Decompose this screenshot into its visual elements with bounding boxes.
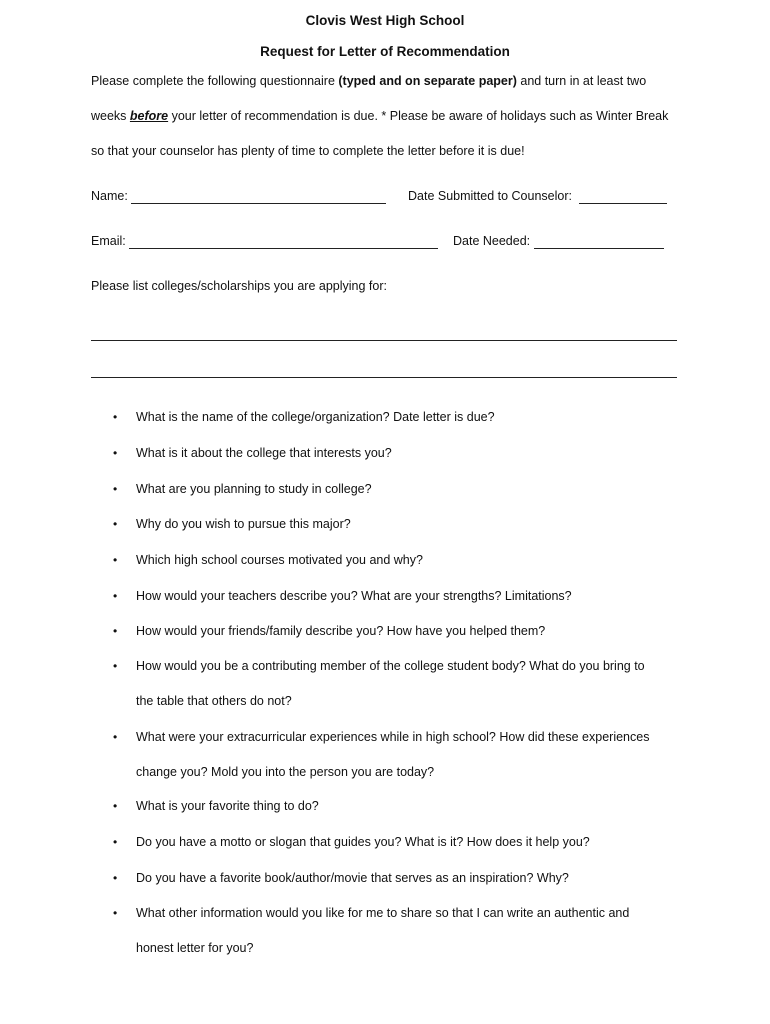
date-needed-field[interactable] [534,248,664,249]
question-text: What are you planning to study in college? [136,482,372,496]
intro-line-3: so that your counselor has plenty of time to complete the letter before it is due! [91,144,525,158]
name-label: Name: [91,189,128,203]
question-text: Why do you wish to pursue this major? [136,517,351,531]
school-name: Clovis West High School [305,13,465,28]
question-text: What other information would you like for me to share so that I can write an authentic and [136,906,630,920]
bullet-icon: • [113,799,118,813]
question-text: How would you be a contributing member of the college student body? What do you bring to [136,659,645,673]
question-text: How would your friends/family describe you? How have you helped them? [136,624,546,638]
bullet-icon: • [113,871,118,885]
date-submitted-field[interactable] [579,203,667,204]
question-text: What is the name of the college/organization? Date letter is due? [136,410,495,424]
intro-bold-phrase: (typed and on separate paper) [338,74,517,88]
bullet-icon: • [113,835,118,849]
question-text: What is it about the college that interests you? [136,446,392,460]
intro-line-2 [91,109,668,123]
bullet-icon: • [113,659,118,673]
question-text-continued: the table that others do not? [136,694,292,708]
colleges-answer-line-2[interactable] [91,377,677,378]
date-submitted-label: Date Submitted to Counselor: [408,189,572,203]
bullet-icon: • [113,553,118,567]
bullet-icon: • [113,410,118,424]
colleges-prompt: Please list colleges/scholarships you are applying for: [91,279,387,293]
intro-line-2-end: your letter of recommendation is due. * Please be aware of holidays such as Winter Break [168,109,669,123]
intro-line-1-text: Please complete the following questionnaire [91,74,339,88]
question-text: What is your favorite thing to do? [136,799,319,813]
intro-emphasis-before: before [129,109,169,123]
email-field[interactable] [129,248,438,249]
name-field[interactable] [131,203,386,204]
intro-line-1-end: and turn in at least two [516,74,647,88]
bullet-icon: • [113,446,118,460]
question-text: How would your teachers describe you? What are your strengths? Limitations? [136,589,572,603]
bullet-icon: • [113,589,118,603]
intro-line-2-start: weeks [91,109,130,123]
question-text: Do you have a favorite book/author/movie that serves as an inspiration? Why? [136,871,569,885]
question-text: Do you have a motto or slogan that guides you? What is it? How does it help you? [136,835,590,849]
question-text-continued: honest letter for you? [136,941,254,955]
bullet-icon: • [113,482,118,496]
document-title: Request for Letter of Recommendation [260,44,510,59]
email-label: Email: [91,234,126,248]
bullet-icon: • [113,517,118,531]
question-text: What were your extracurricular experiences while in high school? How did these experiences [136,730,650,744]
intro-line-1 [91,74,646,88]
bullet-icon: • [113,730,118,744]
question-text: Which high school courses motivated you and why? [136,553,423,567]
colleges-answer-line-1[interactable] [91,340,677,341]
bullet-icon: • [113,624,118,638]
date-needed-label: Date Needed: [453,234,531,248]
question-text-continued: change you? Mold you into the person you are today? [136,765,435,779]
bullet-icon: • [113,906,118,920]
